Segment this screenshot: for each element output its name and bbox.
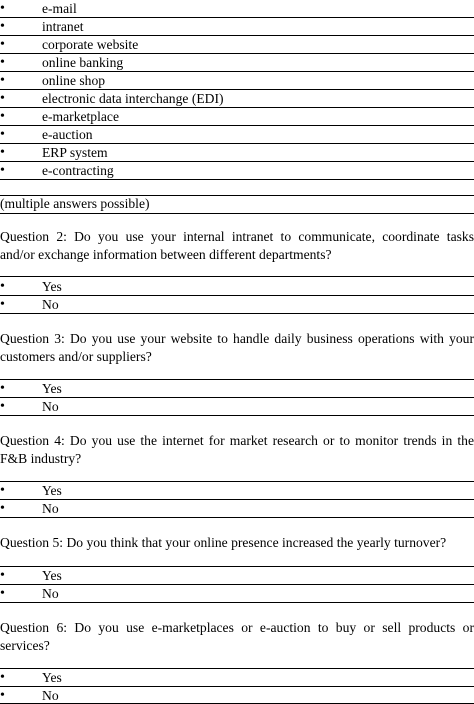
question-text — [0, 330, 474, 366]
row-divider — [0, 379, 474, 380]
q1-option-label: intranet — [42, 19, 84, 34]
question-line: Question 6: Do you use e-marketplaces or e-auction to buy or sell products or — [0, 620, 474, 635]
row-divider — [0, 276, 474, 277]
question-line: Question 2: Do you use your internal intranet to communicate, coordinate tasks — [0, 229, 474, 244]
row-divider — [0, 397, 474, 398]
bullet-icon: • — [0, 91, 5, 106]
answer-option-label: Yes — [42, 568, 62, 583]
answer-option-label: No — [42, 688, 59, 703]
bullet-icon: • — [0, 501, 5, 516]
q1-option-label: online banking — [42, 55, 124, 70]
bullet-icon: • — [0, 1, 5, 16]
bullet-icon: • — [0, 37, 5, 52]
row-divider — [0, 35, 474, 36]
row-divider — [0, 213, 474, 214]
q1-option-label: online shop — [42, 73, 106, 88]
row-divider — [0, 71, 474, 72]
row-divider — [0, 566, 474, 567]
row-divider — [0, 107, 474, 108]
row-divider — [0, 668, 474, 669]
question-line: services? — [0, 638, 50, 653]
q1-note: (multiple answers possible) — [0, 196, 150, 211]
q1-option-label: ERP system — [42, 145, 108, 160]
row-divider — [0, 179, 474, 180]
row-divider — [0, 17, 474, 18]
question-line: Question 3: Do you use your website to handle daily business operations with your — [0, 331, 474, 346]
bullet-icon: • — [0, 688, 5, 703]
row-divider — [0, 161, 474, 162]
question-text — [0, 534, 474, 552]
answer-option-label: No — [42, 297, 59, 312]
q1-option-label: e-contracting — [42, 163, 114, 178]
row-divider — [0, 481, 474, 482]
bullet-icon: • — [0, 19, 5, 34]
question-line: Question 4: Do you use the internet for market research or to monitor trends in the — [0, 433, 474, 448]
row-divider — [0, 125, 474, 126]
question-line: Question 5: Do you think that your online presence increased the yearly turnover? — [0, 535, 447, 550]
row-divider — [0, 143, 474, 144]
question-line: customers and/or suppliers? — [0, 349, 152, 364]
question-text — [0, 432, 474, 468]
bullet-icon: • — [0, 127, 5, 142]
bullet-icon: • — [0, 297, 5, 312]
question-line: F&B industry? — [0, 451, 82, 466]
row-divider — [0, 89, 474, 90]
bullet-icon: • — [0, 163, 5, 178]
row-divider — [0, 517, 474, 518]
row-divider — [0, 602, 474, 603]
row-divider — [0, 295, 474, 296]
question-line: and/or exchange information between different departments? — [0, 247, 332, 262]
q1-option-label: e-marketplace — [42, 109, 119, 124]
row-divider — [0, 584, 474, 585]
answer-option-label: Yes — [42, 381, 62, 396]
answer-option-label: Yes — [42, 670, 62, 685]
answer-option-label: Yes — [42, 483, 62, 498]
row-divider — [0, 313, 474, 314]
row-divider — [0, 53, 474, 54]
answer-option-label: No — [42, 586, 59, 601]
bullet-icon: • — [0, 399, 5, 414]
q1-option-label: corporate website — [42, 37, 139, 52]
q1-option-label: e-mail — [42, 1, 77, 16]
bullet-icon: • — [0, 279, 5, 294]
bullet-icon: • — [0, 670, 5, 685]
bullet-icon: • — [0, 381, 5, 396]
bullet-icon: • — [0, 55, 5, 70]
bullet-icon: • — [0, 586, 5, 601]
bullet-icon: • — [0, 483, 5, 498]
bullet-icon: • — [0, 568, 5, 583]
question-text — [0, 619, 474, 655]
bullet-icon: • — [0, 73, 5, 88]
row-divider — [0, 415, 474, 416]
question-text — [0, 228, 474, 264]
bullet-icon: • — [0, 145, 5, 160]
answer-option-label: No — [42, 399, 59, 414]
answer-option-label: No — [42, 501, 59, 516]
row-divider — [0, 686, 474, 687]
q1-option-label: e-auction — [42, 127, 93, 142]
answer-option-label: Yes — [42, 279, 62, 294]
q1-option-label: electronic data interchange (EDI) — [42, 91, 224, 106]
row-divider — [0, 499, 474, 500]
bullet-icon: • — [0, 109, 5, 124]
